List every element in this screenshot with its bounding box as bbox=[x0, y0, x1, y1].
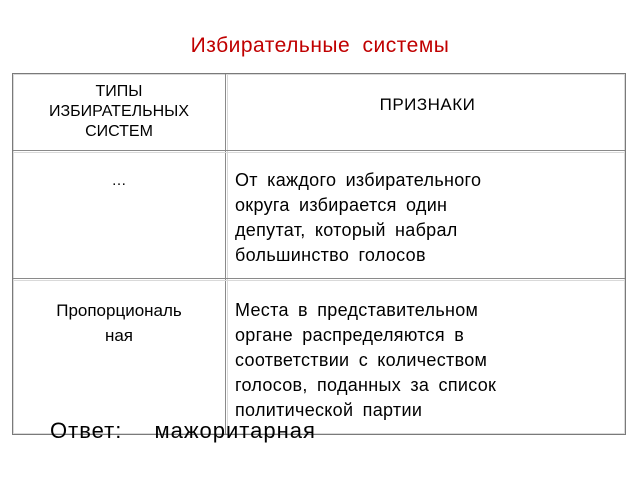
row-divider-1 bbox=[13, 278, 625, 281]
header-types-line: СИСТЕМ bbox=[85, 123, 153, 140]
slide-title: Избирательные системы bbox=[190, 34, 450, 57]
answer-label: Ответ: bbox=[50, 418, 123, 443]
row2-sign-line: Места в представительном bbox=[235, 300, 479, 320]
row1-type-cell: … bbox=[111, 172, 127, 189]
row1-sign-line: депутат, который набрал bbox=[235, 220, 458, 240]
header-types-cell bbox=[13, 82, 225, 142]
row2-type-cell bbox=[13, 298, 225, 348]
row2-sign-line: политической партии bbox=[235, 400, 423, 420]
row2-type-line: ная bbox=[104, 326, 134, 345]
header-signs-cell: ПРИЗНАКИ bbox=[379, 95, 476, 114]
header-types-line: ТИПЫ bbox=[95, 83, 143, 100]
header-types-line: ИЗБИРАТЕЛЬНЫХ bbox=[48, 103, 190, 120]
row1-sign-cell bbox=[235, 168, 621, 268]
row2-type-line: Пропорциональ bbox=[56, 301, 182, 320]
row1-sign-line: От каждого избирательного bbox=[235, 170, 482, 190]
row1-sign-line: округа избирается один bbox=[235, 195, 448, 215]
row2-sign-line: органе распределяются в bbox=[235, 325, 465, 345]
row2-sign-line: голосов, поданных за список bbox=[235, 375, 497, 395]
column-divider bbox=[225, 74, 228, 434]
row2-sign-cell bbox=[235, 298, 621, 423]
answer-value: мажоритарная bbox=[154, 418, 316, 443]
row-divider-header bbox=[13, 150, 625, 153]
row1-sign-line: большинство голосов bbox=[235, 245, 426, 265]
row2-sign-line: соответствии с количеством bbox=[235, 350, 488, 370]
electoral-systems-table bbox=[12, 73, 626, 435]
answer bbox=[50, 418, 316, 444]
